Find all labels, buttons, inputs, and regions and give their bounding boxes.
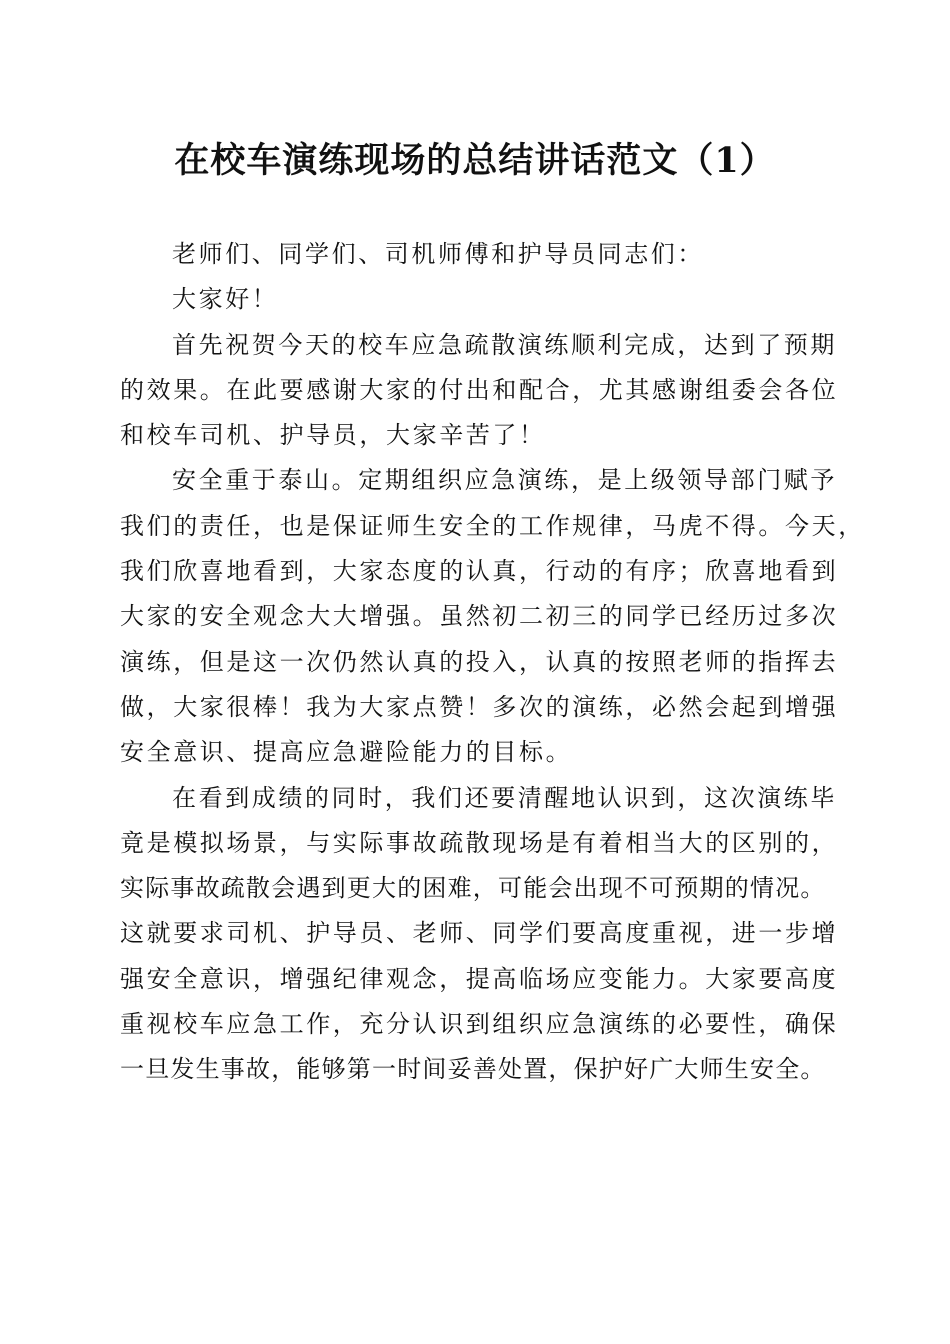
- paragraph-3-line-2: 竟是模拟场景，与实际事故疏散现场是有着相当大的区别的，: [120, 828, 839, 857]
- paragraph-2-line-1: 安全重于泰山。定期组织应急演练，是上级领导部门赋予: [172, 466, 837, 495]
- document-title: 在校车演练现场的总结讲话范文（1）: [174, 140, 776, 181]
- paragraph-3-line-7: 一旦发生事故，能够第一时间妥善处置，保护好广大师生安全。: [120, 1055, 826, 1084]
- paragraph-3-line-6: 重视校车应急工作，充分认识到组织应急演练的必要性，确保: [120, 1010, 839, 1039]
- paragraph-1-line-3: 和校车司机、护导员，大家辛苦了！: [120, 421, 546, 450]
- salutation-line: 老师们、同学们、司机师傅和护导员同志们：: [172, 240, 704, 268]
- paragraph-2-line-5: 演练，但是这一次仍然认真的投入，认真的按照老师的指挥去: [120, 647, 839, 676]
- paragraph-1-line-1: 首先祝贺今天的校车应急疏散演练顺利完成，达到了预期: [172, 330, 837, 359]
- paragraph-3-line-4: 这就要求司机、护导员、老师、同学们要高度重视，进一步增: [120, 919, 839, 948]
- paragraph-3-line-5: 强安全意识，增强纪律观念，提高临场应变能力。大家要高度: [120, 964, 839, 993]
- greeting-line: 大家好！: [172, 285, 279, 314]
- paragraph-1-line-2: 的效果。在此要感谢大家的付出和配合，尤其感谢组委会各位: [120, 375, 839, 404]
- paragraph-2-line-4: 大家的安全观念大大增强。虽然初二初三的同学已经历过多次: [120, 602, 839, 631]
- document-body: [120, 232, 865, 1093]
- paragraph-2-line-7: 安全意识、提高应急避险能力的目标。: [120, 738, 573, 767]
- paragraph-2-line-6: 做，大家很棒！我为大家点赞！多次的演练，必然会起到增强: [120, 692, 839, 721]
- paragraph-2-line-3: 我们欣喜地看到，大家态度的认真，行动的有序；欣喜地看到: [120, 557, 839, 586]
- paragraph-3-line-1: 在看到成绩的同时，我们还要清醒地认识到，这次演练毕: [172, 783, 837, 812]
- paragraph-2-line-2: 我们的责任，也是保证师生安全的工作规律，马虎不得。今天，: [120, 511, 865, 540]
- paragraph-3-line-3: 实际事故疏散会遇到更大的困难，可能会出现不可预期的情况。: [120, 874, 826, 903]
